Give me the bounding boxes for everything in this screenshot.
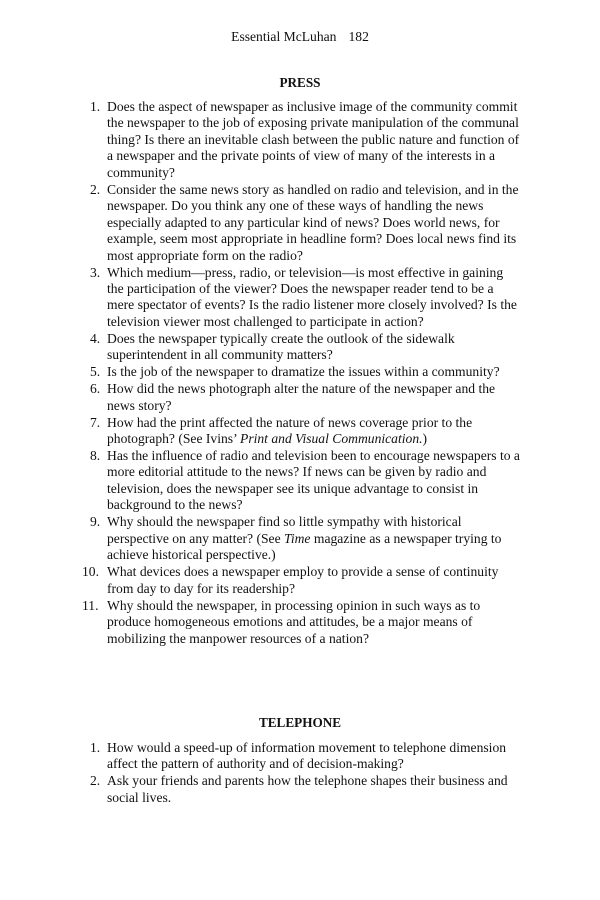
page-number: 182 [348, 29, 369, 44]
section-heading-telephone: TELEPHONE [258, 715, 342, 730]
item-number: 10. [82, 564, 99, 580]
list-item [90, 740, 520, 773]
section-heading-press: PRESS [279, 75, 321, 90]
item-number: 3. [90, 264, 101, 280]
item-number: 1. [90, 99, 101, 114]
question-list-telephone [90, 740, 520, 807]
item-text: Why should the newspaper, in processing opinion in such ways as to produce homogeneous emotions and attitudes, be a major means of mobilizing the manpower resources of a nation? [107, 597, 481, 646]
question-list-press [82, 99, 520, 647]
item-number: 4. [90, 330, 101, 346]
running-header [0, 29, 600, 45]
item-text-end: magazine as a newspaper trying to achieve historical perspective.) [107, 530, 502, 563]
item-number: 5. [90, 364, 101, 380]
item-number: 9. [90, 514, 101, 530]
item-text: Does the newspaper typically create the outlook of the sidewalk superintendent in all community matters? [107, 330, 455, 363]
item-text: Does the aspect of newspaper as inclusive image of the community commit the newspaper to the job of exposing private manipulation of the communal thing? Is there an inevitable clash between the public nature and function of a newspaper and the private points of view of many of the interests in a community? [107, 99, 520, 180]
list-item [90, 331, 520, 364]
list-item [90, 773, 520, 806]
list-item [90, 448, 520, 514]
item-number: 2. [90, 773, 101, 789]
item-number: 7. [90, 414, 101, 430]
item-number: 8. [90, 448, 101, 464]
list-item [90, 99, 520, 181]
list-item [82, 564, 520, 597]
list-item [90, 364, 520, 380]
item-text-end: ) [422, 431, 428, 447]
item-text: Why should the newspaper find so little sympathy with historical perspective on any matter? (See [107, 514, 462, 546]
item-number: 6. [90, 381, 101, 397]
list-item [90, 182, 520, 264]
item-text: Ask your friends and parents how the telephone shapes their business and social lives. [107, 773, 508, 805]
list-item [82, 597, 520, 647]
item-text: Is the job of the newspaper to dramatize the issues within a community? [107, 364, 500, 380]
list-item [90, 265, 520, 331]
item-text: Which medium—press, radio, or television—is most effective in gaining the participation of the viewer? Does the newspaper reader tend to be a mere spectator of events? Is the radio listener more closely involved? Is the television viewer most challenged to participate in action? [107, 264, 517, 329]
item-number: 11. [82, 597, 99, 613]
item-text: Consider the same news story as handled on radio and television, and in the newspaper. Do you think any one of these ways of handling the news especially adapted to any particular kind of news? Does world news, for example, seem most appropriate in headline form? Does local news find its most appropriate form on the radio? [107, 181, 519, 263]
book-title-italic: Print and Visual Communication. [240, 431, 423, 447]
item-text: How did the news photograph alter the nature of the newspaper and the news story? [107, 381, 496, 413]
item-text: What devices does a newspaper employ to provide a sense of continuity from day to day for its readership? [107, 564, 499, 596]
magazine-title-italic: Time [284, 530, 311, 546]
item-text: How had the print affected the nature of news coverage prior to the photograph? (See Ivins’ [107, 414, 473, 447]
item-number: 2. [90, 181, 101, 197]
running-header-title: Essential McLuhan [231, 29, 337, 44]
item-text: Has the influence of radio and television been to encourage newspapers to a more editorial attitude to the news? If news can be given by radio and television, does the newspaper see its unique advantage to consist in background to the news? [107, 448, 520, 513]
list-item [90, 381, 520, 414]
item-number: 1. [90, 740, 101, 755]
list-item [90, 514, 520, 563]
item-text: How would a speed-up of information movement to telephone dimension affect the pattern of authority and of decision-making? [107, 740, 507, 772]
list-item [90, 415, 520, 448]
